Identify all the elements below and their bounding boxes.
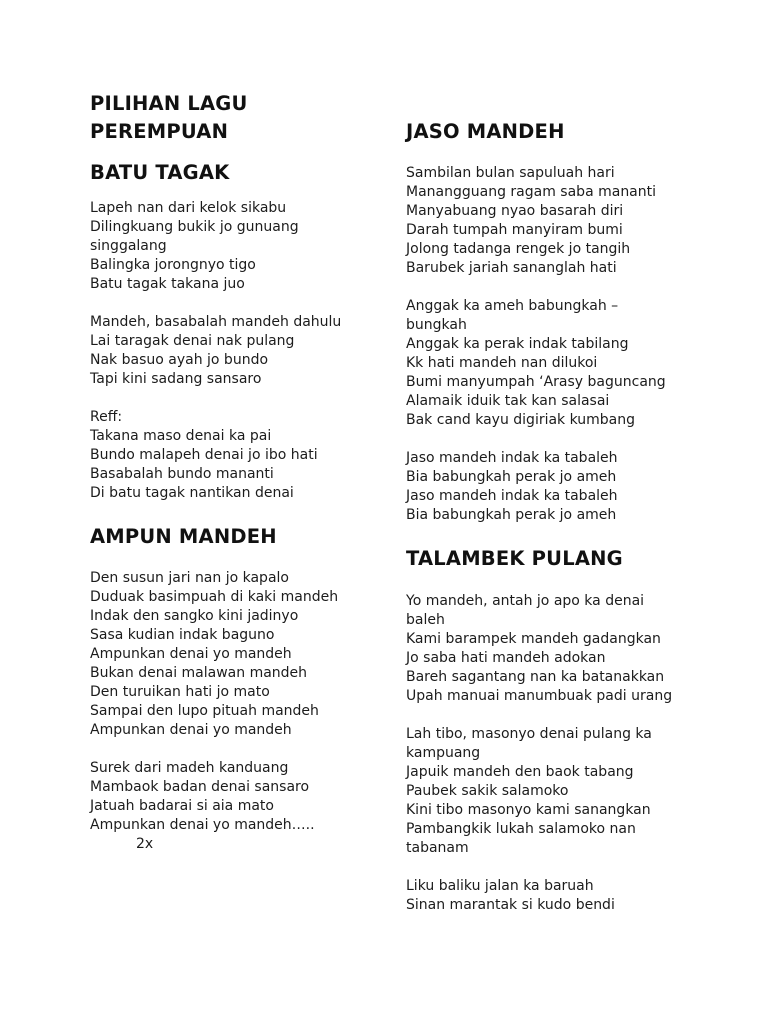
lyric-line: Anggak ka perak indak tabilang [406, 336, 629, 352]
lyric-line: Barubek jariah sananglah hati [406, 260, 617, 276]
lyric-line: Liku baliku jalan ka baruah [406, 878, 594, 894]
lyric-line: Bundo malapeh denai jo ibo hati [90, 447, 318, 463]
lyric-line: Anggak ka ameh babungkah – [406, 298, 619, 314]
lyric-line: Jaso mandeh indak ka tabaleh [406, 450, 618, 466]
lyric-line: Jo saba hati mandeh adokan [406, 650, 606, 666]
lyric-line: Ampunkan denai yo mandeh [90, 646, 292, 662]
lyric-line: Darah tumpah manyiram bumi [406, 222, 623, 238]
lyric-line: bungkah [406, 317, 467, 333]
lyric-line: Lai taragak denai nak pulang [90, 333, 295, 349]
lyrics-ampun-mandeh [90, 569, 338, 854]
lyric-line: Yo mandeh, antah jo apo ka denai [406, 593, 645, 609]
lyric-line: Duduak basimpuah di kaki mandeh [90, 589, 339, 605]
lyric-line: Pambangkik lukah salamoko nan [406, 821, 636, 837]
lyric-spacer [406, 706, 672, 725]
lyric-line: Dilingkuang bukik jo gunuang [90, 219, 299, 235]
lyric-line: Den turuikan hati jo mato [90, 684, 270, 700]
lyric-line: Tapi kini sadang sansaro [90, 371, 262, 387]
lyric-spacer [90, 294, 341, 313]
repeat-marker: 2x [136, 836, 154, 852]
lyric-line: Bia babungkah perak jo ameh [406, 507, 617, 523]
lyric-line: Paubek sakik salamoko [406, 783, 569, 799]
lyric-line: Kini tibo masonyo kami sanangkan [406, 802, 651, 818]
song-title-talambek-pulang: TALAMBEK PULANG [406, 547, 623, 570]
lyric-spacer [406, 858, 672, 877]
lyrics-jaso-mandeh [406, 164, 666, 525]
lyric-line: Bia babungkah perak jo ameh [406, 469, 617, 485]
lyric-line: Sampai den lupo pituah mandeh [90, 703, 319, 719]
lyric-line: Kk hati mandeh nan dilukoi [406, 355, 598, 371]
lyric-line: Sambilan bulan sapuluah hari [406, 165, 615, 181]
lyric-line: Jaso mandeh indak ka tabaleh [406, 488, 618, 504]
main-title-line-2: PEREMPUAN [90, 120, 229, 143]
lyric-line: Manyabuang nyao basarah diri [406, 203, 624, 219]
lyric-line: Bukan denai malawan mandeh [90, 665, 308, 681]
main-title-line-1: PILIHAN LAGU [90, 92, 248, 115]
lyric-spacer [90, 389, 341, 408]
song-title-batu-tagak: BATU TAGAK [90, 161, 230, 184]
lyric-line: Indak den sangko kini jadinyo [90, 608, 299, 624]
lyric-line: Jolong tadanga rengek jo tangih [406, 241, 631, 257]
lyric-line: singgalang [90, 238, 167, 254]
lyric-line: Bumi manyumpah ‘Arasy baguncang [406, 374, 666, 390]
lyric-line: Jatuah badarai si aia mato [90, 798, 274, 814]
lyric-line: Di batu tagak nantikan denai [90, 485, 294, 501]
lyrics-talambek-pulang [406, 592, 672, 915]
lyric-line: Upah manuai manumbuak padi urang [406, 688, 673, 704]
lyric-spacer [406, 430, 666, 449]
lyric-line: Bareh sagantang nan ka batanakkan [406, 669, 665, 685]
lyric-line: Manangguang ragam saba mananti [406, 184, 657, 200]
lyric-line: Balingka jorongnyo tigo [90, 257, 256, 273]
lyric-line: Nak basuo ayah jo bundo [90, 352, 269, 368]
lyric-line: tabanam [406, 840, 469, 856]
lyric-line: Bak cand kayu digiriak kumbang [406, 412, 636, 428]
lyric-line: Ampunkan denai yo mandeh [90, 722, 292, 738]
lyrics-batu-tagak [90, 199, 341, 503]
lyric-line: Kami barampek mandeh gadangkan [406, 631, 661, 647]
song-title-jaso-mandeh: JASO MANDEH [406, 120, 565, 143]
lyric-line: Sasa kudian indak baguno [90, 627, 275, 643]
lyric-line: Japuik mandeh den baok tabang [406, 764, 634, 780]
lyric-line: Mandeh, basabalah mandeh dahulu [90, 314, 342, 330]
lyric-line: kampuang [406, 745, 481, 761]
lyric-line: Lapeh nan dari kelok sikabu [90, 200, 287, 216]
lyric-line: Lah tibo, masonyo denai pulang ka [406, 726, 652, 742]
song-title-ampun-mandeh: AMPUN MANDEH [90, 525, 277, 548]
lyric-line: Basabalah bundo mananti [90, 466, 274, 482]
lyric-line: Sinan marantak si kudo bendi [406, 897, 615, 913]
lyric-line: Takana maso denai ka pai [90, 428, 272, 444]
lyric-line: Alamaik iduik tak kan salasai [406, 393, 610, 409]
lyric-spacer [406, 278, 666, 297]
lyric-line: Surek dari madeh kanduang [90, 760, 289, 776]
lyric-line: Reff: [90, 409, 123, 425]
lyric-line: Batu tagak takana juo [90, 276, 245, 292]
lyric-line: Den susun jari nan jo kapalo [90, 570, 289, 586]
lyric-spacer [90, 740, 338, 759]
lyric-line: Mambaok badan denai sansaro [90, 779, 310, 795]
lyric-line: Ampunkan denai yo mandeh….. [90, 817, 315, 833]
lyric-line: baleh [406, 612, 445, 628]
